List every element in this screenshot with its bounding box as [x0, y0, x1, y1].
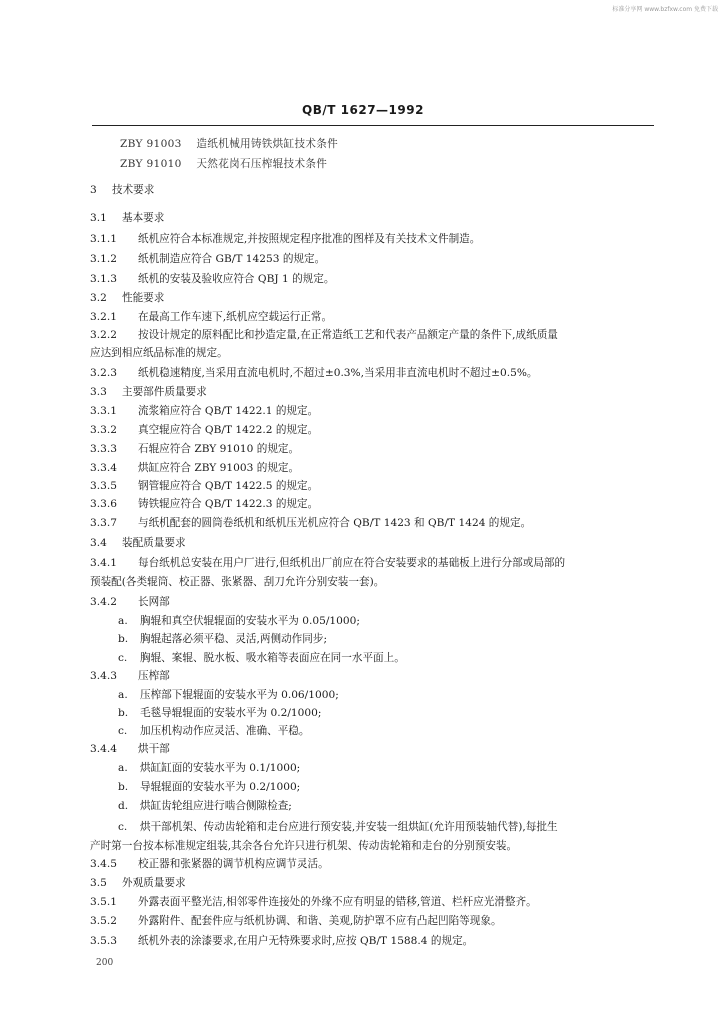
clause-text: 按设计规定的原料配比和抄造定量,在正常造纸工艺和代表产品额定产量的条件下,成纸质量	[138, 329, 558, 341]
clause-number: 3.4.4	[90, 743, 117, 755]
clause-number: 3.2.3	[90, 367, 117, 379]
clause-line	[90, 895, 537, 909]
clause-text: 性能要求	[122, 292, 165, 304]
clause-number: 3.5.3	[90, 935, 117, 947]
clause-number: 3.4.2	[90, 596, 117, 608]
clause-text: 装配质量要求	[122, 537, 186, 549]
clause-text: 纸机的安装及验收应符合 QBJ 1 的规定。	[138, 273, 335, 285]
clause-heading	[90, 211, 164, 225]
item-letter: a.	[118, 762, 128, 774]
item-letter: c.	[118, 725, 128, 737]
item-text: 导辊辊面的安装水平为 0.2/1000;	[140, 781, 301, 793]
reference-title: 天然花岗石压榨辊技术条件	[196, 158, 328, 170]
clause-text: 每台纸机总安装在用户厂进行,但纸机出厂前应在符合安装要求的基础板上进行分部或局部的	[138, 557, 566, 569]
clause-text: 纸机制造应符合 GB/T 14253 的规定。	[138, 253, 326, 265]
clause-text: 主要部件质量要求	[122, 386, 207, 398]
clause-line	[90, 423, 318, 437]
clause-line	[90, 328, 558, 342]
item-text: 胸辊、案辊、脱水板、吸水箱等表面应在同一水平面上。	[140, 652, 405, 664]
section-heading	[90, 183, 154, 197]
clause-line	[90, 442, 299, 456]
item-letter: b.	[118, 781, 129, 793]
clause-text: 外露表面平整光洁,相邻零件连接处的外缘不应有明显的错移,管道、栏杆应光滑整齐。	[138, 896, 537, 908]
item-text: 胸辊起落必须平稳、灵活,两侧动作同步;	[140, 633, 328, 645]
clause-text: 应达到相应纸品标准的规定。	[90, 347, 228, 359]
clause-line	[90, 232, 480, 246]
list-item	[118, 780, 300, 794]
clause-heading	[90, 536, 186, 550]
clause-line	[90, 516, 531, 530]
list-item	[118, 651, 405, 665]
list-item	[118, 820, 558, 834]
item-text: 胸辊和真空伏辊辊面的安装水平为 0.05/1000;	[140, 615, 360, 627]
clause-heading	[90, 385, 207, 399]
clause-number: 3.1	[90, 212, 107, 224]
clause-number: 3.5.2	[90, 915, 117, 927]
clause-text: 在最高工作车速下,纸机应空载运行正常。	[138, 311, 333, 323]
clause-text: 烘干部	[138, 743, 170, 755]
item-letter: c.	[118, 821, 128, 833]
item-letter: a.	[118, 615, 128, 627]
item-letter: c.	[118, 652, 128, 664]
item-letter: a.	[118, 689, 128, 701]
clause-number: 3.5.1	[90, 896, 117, 908]
header-rule	[92, 125, 654, 126]
list-item	[118, 614, 360, 628]
clause-continuation	[90, 575, 384, 589]
clause-number: 3.3.7	[90, 517, 117, 529]
clause-number: 3.1.3	[90, 273, 117, 285]
clause-number: 3.2	[90, 292, 107, 304]
page-number: 200	[96, 958, 114, 968]
clause-text: 铸铁辊应符合 QB/T 1422.3 的规定。	[138, 498, 319, 510]
clause-line	[90, 934, 473, 948]
item-letter: b.	[118, 707, 129, 719]
item-text: 烘缸齿轮组应进行啮合侧隙检查;	[140, 800, 292, 812]
clause-number: 3.3.6	[90, 498, 117, 510]
list-item	[118, 724, 310, 738]
clause-line	[90, 556, 565, 570]
clause-line	[90, 252, 325, 266]
reference-item	[120, 157, 327, 171]
clause-number: 3.3.1	[90, 405, 117, 417]
clause-number: 3.1.1	[90, 233, 117, 245]
clause-number: 3.1.2	[90, 253, 117, 265]
clause-heading	[90, 595, 170, 609]
clause-text: 纸机应符合本标准规定,并按照规定程序批准的图样及有关技术文件制造。	[138, 233, 481, 245]
clause-heading	[90, 291, 164, 305]
clause-line	[90, 497, 318, 511]
clause-heading	[90, 669, 170, 683]
clause-text: 纸机外表的涂漆要求,在用户无特殊要求时,应按 QB/T 1588.4 的规定。	[138, 935, 474, 947]
clause-text: 纸机稳速精度,当采用直流电机时,不超过±0.3%,当采用非直流电机时不超过±0.5%。	[138, 367, 538, 379]
clause-text: 真空辊应符合 QB/T 1422.2 的规定。	[138, 424, 319, 436]
item-text: 烘干部机架、传动齿轮箱和走台应进行预安装,并安装一组烘缸(允许用预装轴代替),每批生	[140, 821, 558, 833]
clause-text: 产时第一台按本标准规定组装,其余各台允许只进行机架、传动齿轮箱和走台的分别预安装。	[90, 840, 518, 852]
item-letter: b.	[118, 633, 129, 645]
clause-text: 钢管辊应符合 QB/T 1422.5 的规定。	[138, 480, 319, 492]
clause-text: 校正器和张紧器的调节机构应调节灵活。	[138, 858, 329, 870]
clause-text: 外露附件、配套件应与纸机协调、和谐、美观,防护罩不应有凸起凹陷等现象。	[138, 915, 502, 927]
clause-line	[90, 310, 332, 324]
clause-continuation	[90, 346, 228, 360]
clause-text: 与纸机配套的圆筒卷纸机和纸机压光机应符合 QB/T 1423 和 QB/T 1424 的规定。	[138, 517, 532, 529]
list-item	[118, 688, 339, 702]
clause-number: 3	[90, 184, 97, 196]
item-text: 烘缸缸面的安装水平为 0.1/1000;	[140, 762, 301, 774]
reference-code: ZBY 91003	[120, 138, 182, 150]
clause-number: 3.3	[90, 386, 107, 398]
standard-number-header: QB/T 1627—1992	[302, 103, 424, 117]
item-text: 加压机构动作应灵活、准确、平稳。	[140, 725, 310, 737]
clause-number: 3.5	[90, 877, 107, 889]
clause-heading	[90, 876, 186, 890]
clause-line	[90, 914, 502, 928]
list-item	[118, 799, 292, 813]
clause-text: 外观质量要求	[122, 877, 186, 889]
reference-title: 造纸机械用铸铁烘缸技术条件	[196, 138, 339, 150]
clause-number: 3.3.4	[90, 462, 117, 474]
clause-heading	[90, 742, 170, 756]
clause-number: 3.3.2	[90, 424, 117, 436]
clause-number: 3.4.5	[90, 858, 117, 870]
clause-number: 3.4.3	[90, 670, 117, 682]
clause-text: 基本要求	[122, 212, 165, 224]
clause-number: 3.2.2	[90, 329, 117, 341]
clause-continuation	[90, 839, 517, 853]
list-item	[118, 632, 327, 646]
item-text: 压榨部下辊辊面的安装水平为 0.06/1000;	[140, 689, 339, 701]
reference-item	[120, 137, 338, 151]
clause-line	[90, 272, 334, 286]
clause-text: 流浆箱应符合 QB/T 1422.1 的规定。	[138, 405, 319, 417]
clause-text: 预装配(各类辊筒、校正器、张紧器、刮刀允许分别安装一套)。	[90, 576, 385, 588]
clause-text: 技术要求	[112, 184, 155, 196]
clause-line	[90, 857, 329, 871]
clause-line	[90, 366, 538, 380]
reference-code: ZBY 91010	[120, 158, 182, 170]
clause-line	[90, 479, 318, 493]
clause-number: 3.3.5	[90, 480, 117, 492]
clause-number: 3.4.1	[90, 557, 117, 569]
clause-number: 3.3.3	[90, 443, 117, 455]
list-item	[118, 706, 321, 720]
clause-number: 3.2.1	[90, 311, 117, 323]
list-item	[118, 761, 300, 775]
clause-text: 压榨部	[138, 670, 170, 682]
watermark-text: 标准分享网 www.bzfxw.com 免费下载	[612, 6, 718, 13]
item-letter: d.	[118, 800, 129, 812]
clause-text: 长网部	[138, 596, 170, 608]
clause-line	[90, 404, 318, 418]
item-text: 毛毯导辊辊面的安装水平为 0.2/1000;	[140, 707, 322, 719]
clause-text: 石辊应符合 ZBY 91010 的规定。	[138, 443, 300, 455]
clause-line	[90, 461, 299, 475]
clause-text: 烘缸应符合 ZBY 91003 的规定。	[138, 462, 300, 474]
clause-number: 3.4	[90, 537, 107, 549]
